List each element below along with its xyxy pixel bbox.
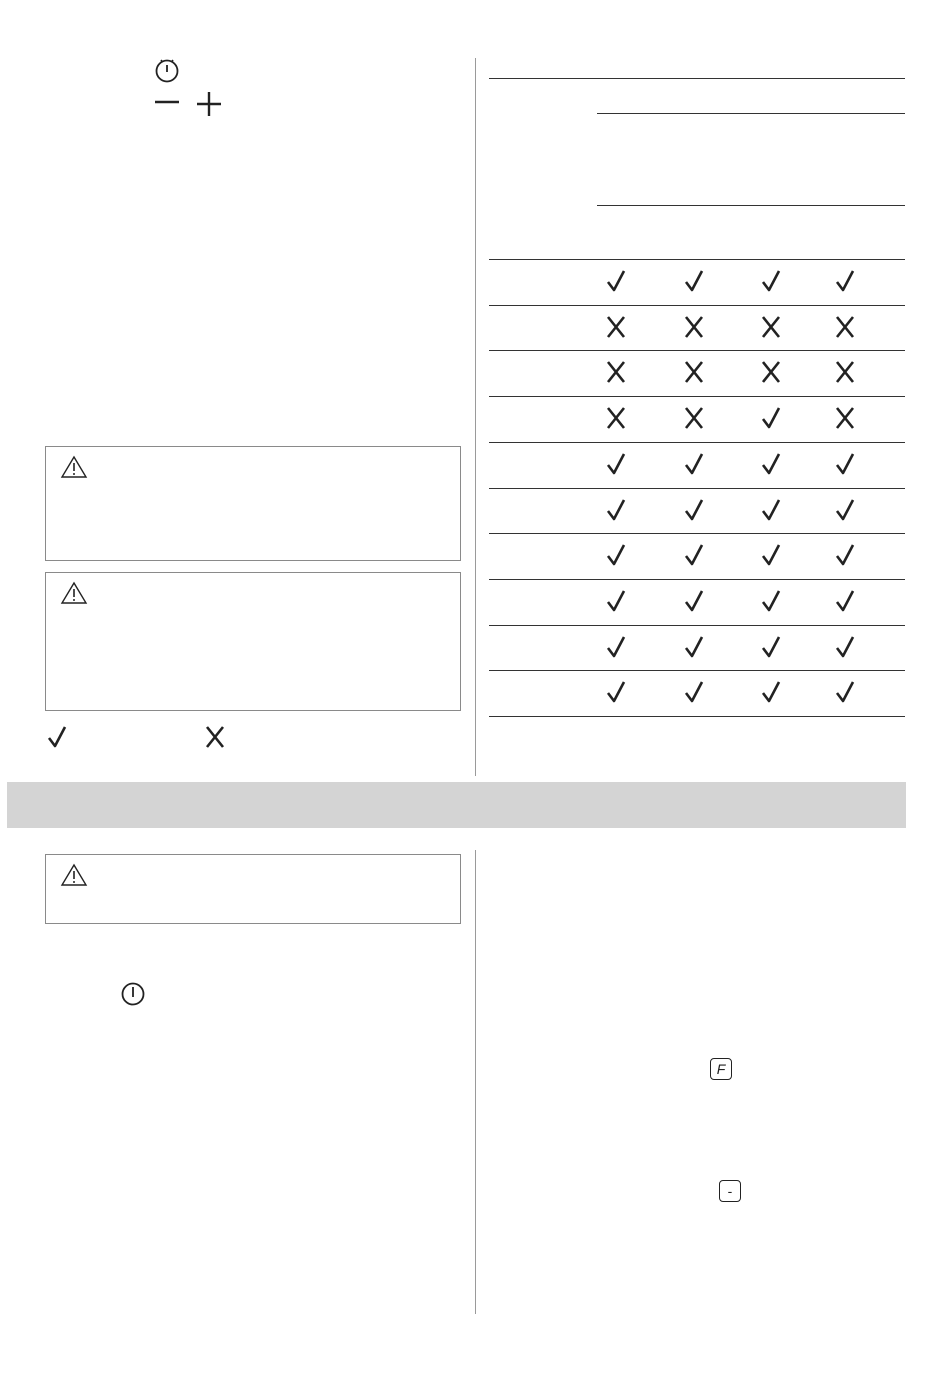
table-header-line xyxy=(489,78,905,79)
cross-mark-icon xyxy=(605,406,627,430)
check-mark-icon xyxy=(834,543,856,567)
cross-mark-icon xyxy=(605,315,627,339)
cross-mark-icon xyxy=(834,406,856,430)
column-divider-bottom xyxy=(475,850,476,1314)
check-mark-icon xyxy=(760,543,782,567)
cross-mark-icon xyxy=(834,315,856,339)
check-mark-icon xyxy=(683,589,705,613)
cross-mark-icon xyxy=(683,360,705,384)
table-subheader-line-2 xyxy=(597,205,905,206)
cross-mark-icon xyxy=(683,406,705,430)
cross-mark-icon xyxy=(760,360,782,384)
check-mark-icon xyxy=(683,543,705,567)
f-key-icon: F xyxy=(710,1058,732,1080)
cross-mark-icon xyxy=(683,315,705,339)
check-mark-icon xyxy=(605,543,627,567)
check-mark-icon xyxy=(834,635,856,659)
check-mark-icon xyxy=(683,680,705,704)
table-row-line xyxy=(489,533,905,534)
table-row-line xyxy=(489,579,905,580)
warning-triangle-icon xyxy=(60,863,88,887)
table-row-line xyxy=(489,670,905,671)
check-mark-icon xyxy=(683,498,705,522)
check-mark-icon xyxy=(760,498,782,522)
power-icon xyxy=(120,981,146,1007)
check-mark-icon xyxy=(760,680,782,704)
check-mark-icon xyxy=(834,269,856,293)
minus-key-icon: - xyxy=(719,1180,741,1202)
check-mark-icon xyxy=(834,589,856,613)
check-mark-icon xyxy=(683,635,705,659)
check-mark-icon xyxy=(760,589,782,613)
check-mark-icon xyxy=(605,635,627,659)
table-row-line xyxy=(489,488,905,489)
table-bottom-line xyxy=(489,716,905,717)
table-row-line xyxy=(489,350,905,351)
table-row-line xyxy=(489,625,905,626)
check-mark-icon xyxy=(834,680,856,704)
check-mark-icon xyxy=(605,269,627,293)
table-subheader-line-1 xyxy=(597,113,905,114)
check-mark-icon xyxy=(834,452,856,476)
check-mark-icon xyxy=(760,452,782,476)
table-row-line xyxy=(489,259,905,260)
check-mark-icon xyxy=(605,589,627,613)
check-mark-icon xyxy=(683,452,705,476)
table-row-line xyxy=(489,442,905,443)
check-mark-icon xyxy=(834,498,856,522)
check-mark-icon xyxy=(760,406,782,430)
check-mark-icon xyxy=(760,635,782,659)
check-mark-icon xyxy=(605,680,627,704)
cross-mark-icon xyxy=(760,315,782,339)
section-header-bar xyxy=(7,782,906,828)
check-mark-icon xyxy=(605,452,627,476)
cross-mark-icon xyxy=(834,360,856,384)
check-mark-icon xyxy=(605,498,627,522)
check-mark-icon xyxy=(683,269,705,293)
check-mark-icon xyxy=(760,269,782,293)
cross-mark-icon xyxy=(605,360,627,384)
warning-box-3 xyxy=(45,854,461,924)
table-row-line xyxy=(489,396,905,397)
table-row-line xyxy=(489,305,905,306)
